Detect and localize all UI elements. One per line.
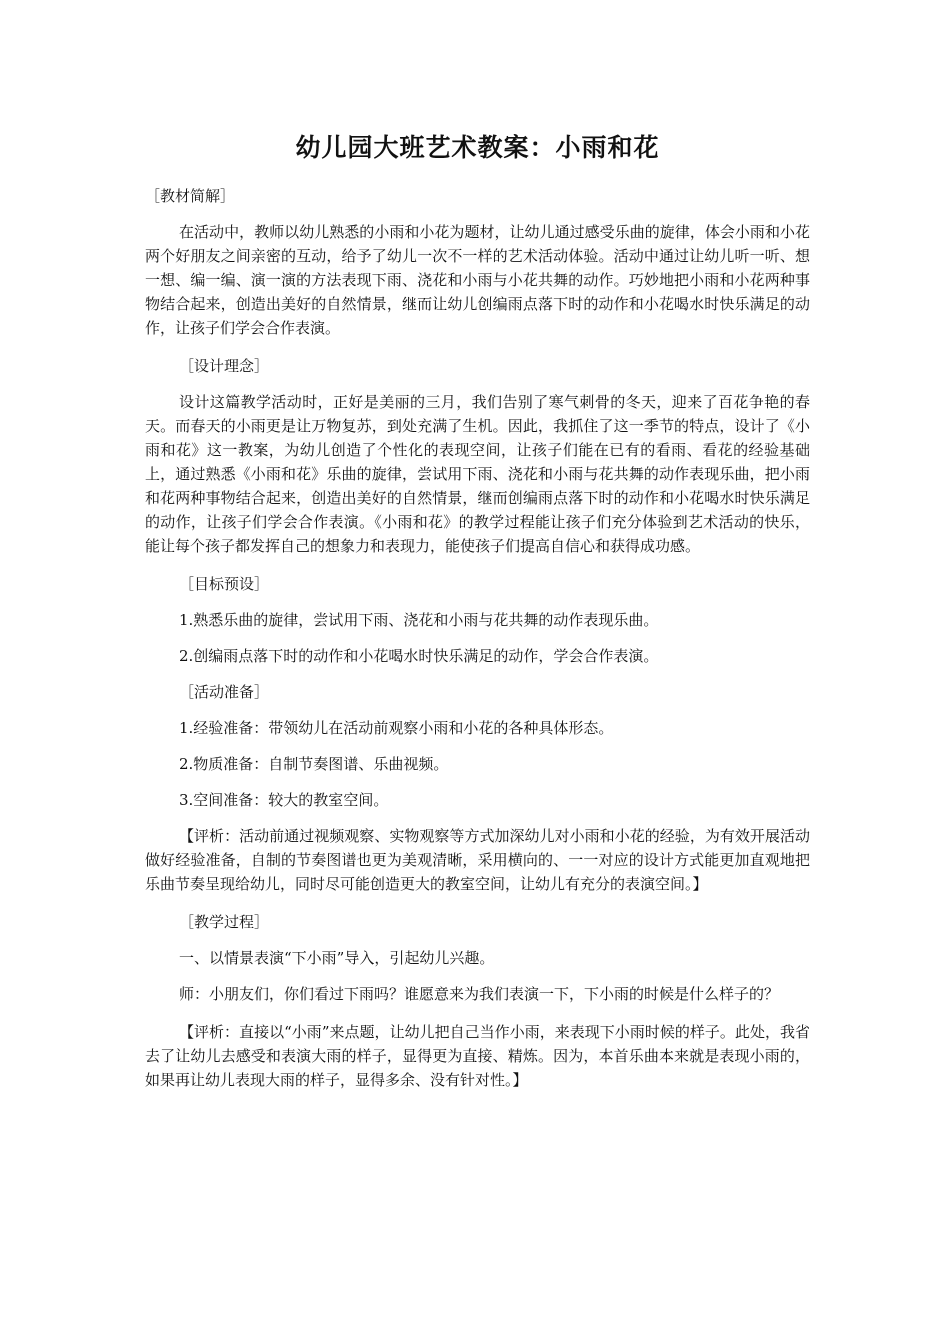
document-title: 幼儿园大班艺术教案：小雨和花 (295, 133, 660, 162)
paragraph-comment-step-1: 【评析：直接以“小雨”来点题，让幼儿把自己当作小雨，来表现下小雨时候的样子。此处，我省去了让幼儿去感受和表演大雨的样子，显得更为直接、精炼。因为，本首乐曲本来就是表现小雨的，如果再让幼儿表现大雨的样子，显得多余、没有针对性。】 (145, 1023, 810, 1089)
list-item-prep-space: 3.空间准备：较大的教室空间。 (179, 791, 389, 809)
section-heading-teaching-process: ［教学过程］ (179, 913, 270, 931)
paragraph-textbook-intro: 在活动中，教师以幼儿熟悉的小雨和小花为题材，让幼儿通过感受乐曲的旋律，体会小雨和小花两个好朋友之间亲密的互动，给予了幼儿一次不一样的艺术活动体验。活动中通过让幼儿听一听、想一想、编一编、演一演的方法表现下雨、浇花和小雨与小花共舞的动作。巧妙地把小雨和小花两种事物结合起来，创造出美好的自然情景，继而让幼儿创编雨点落下时的动作和小花喝水时快乐满足的动作，让孩子们学会合作表演。 (145, 223, 810, 337)
paragraph-comment-preparation: 【评析：活动前通过视频观察、实物观察等方式加深幼儿对小雨和小花的经验，为有效开展活动做好经验准备，自制的节奏图谱也更为美观清晰，采用横向的、一一对应的设计方式能更加直观地把乐曲节奏呈现给幼儿，同时尽可能创造更大的教室空间，让幼儿有充分的表演空间。】 (145, 827, 810, 893)
list-item-prep-experience: 1.经验准备：带领幼儿在活动前观察小雨和小花的各种具体形态。 (179, 719, 614, 737)
section-heading-design-concept: ［设计理念］ (179, 357, 270, 375)
list-item-goal-2: 2.创编雨点落下时的动作和小花喝水时快乐满足的动作，学会合作表演。 (179, 647, 659, 665)
paragraph-design-concept: 设计这篇教学活动时，正好是美丽的三月，我们告别了寒气刺骨的冬天，迎来了百花争艳的春天。而春天的小雨更是让万物复苏，到处充满了生机。因此，我抓住了这一季节的特点，设计了《小雨和花》这一教案，为幼儿创造了个性化的表现空间，让孩子们能在已有的看雨、看花的经验基础上，通过熟悉《小雨和花》乐曲的旋律，尝试用下雨、浇花和小雨与花共舞的动作表现乐曲，把小雨和花两种事物结合起来，创造出美好的自然情景，继而创编雨点落下时的动作和小花喝水时快乐满足的动作，让孩子们学会合作表演。《小雨和花》的教学过程能让孩子们充分体验到艺术活动的快乐，能让每个孩子都发挥自己的想象力和表现力，能使孩子们提高自信心和获得成功感。 (145, 393, 810, 555)
section-heading-goals: ［目标预设］ (179, 575, 270, 593)
section-heading-textbook-intro: ［教材简解］ (145, 187, 236, 205)
list-item-goal-1: 1.熟悉乐曲的旋律，尝试用下雨、浇花和小雨与花共舞的动作表现乐曲。 (179, 611, 659, 629)
section-heading-preparation: ［活动准备］ (179, 683, 270, 701)
document-page (145, 130, 810, 1102)
paragraph-step-1: 一、以情景表演“下小雨”导入，引起幼儿兴趣。 (179, 949, 495, 967)
paragraph-teacher-dialog: 师：小朋友们，你们看过下雨吗？谁愿意来为我们表演一下，下小雨的时候是什么样子的？ (179, 985, 780, 1003)
list-item-prep-materials: 2.物质准备：自制节奏图谱、乐曲视频。 (179, 755, 449, 773)
